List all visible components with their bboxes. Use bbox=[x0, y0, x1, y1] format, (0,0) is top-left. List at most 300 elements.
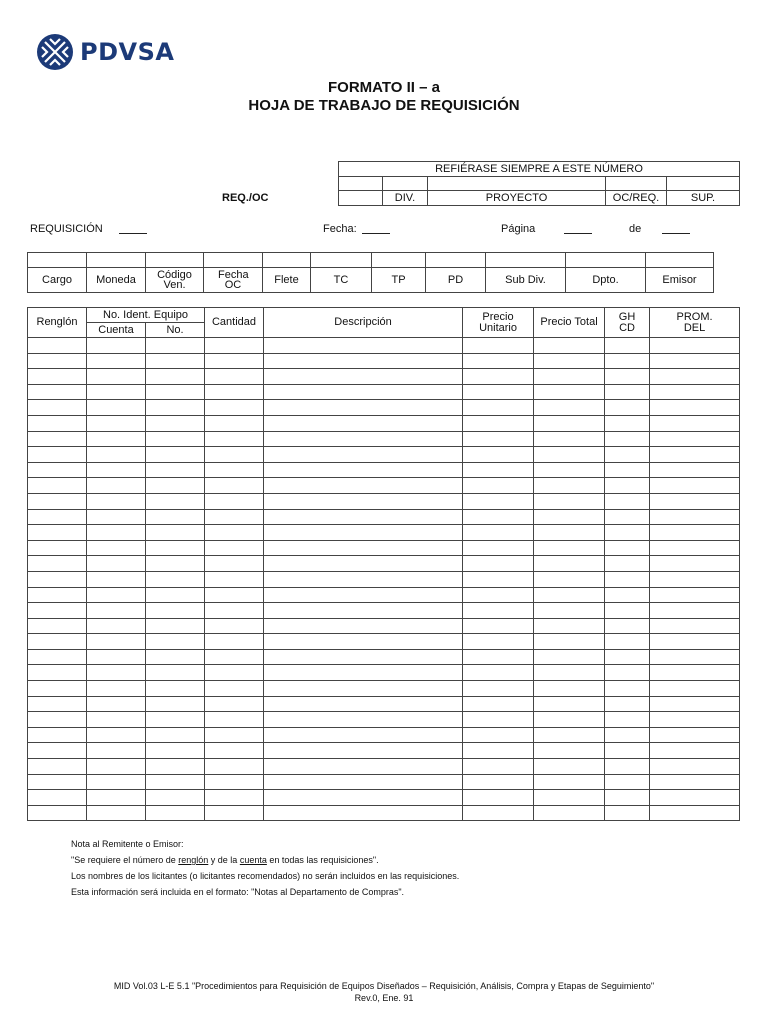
descripcion-cell[interactable] bbox=[264, 681, 463, 697]
cantidad-cell[interactable] bbox=[205, 696, 264, 712]
prom-del-cell[interactable] bbox=[650, 774, 740, 790]
no-cell[interactable] bbox=[146, 509, 205, 525]
precio-total-cell[interactable] bbox=[534, 509, 605, 525]
precio-total-cell[interactable] bbox=[534, 743, 605, 759]
prom-del-cell[interactable] bbox=[650, 447, 740, 463]
renglon-cell[interactable] bbox=[28, 571, 87, 587]
gh-cd-cell[interactable] bbox=[605, 400, 650, 416]
prom-del-cell[interactable] bbox=[650, 369, 740, 385]
cantidad-cell[interactable] bbox=[205, 431, 264, 447]
no-cell[interactable] bbox=[146, 649, 205, 665]
cantidad-cell[interactable] bbox=[205, 415, 264, 431]
gh-cd-cell[interactable] bbox=[605, 743, 650, 759]
gh-cd-cell[interactable] bbox=[605, 493, 650, 509]
no-cell[interactable] bbox=[146, 338, 205, 354]
renglon-cell[interactable] bbox=[28, 384, 87, 400]
renglon-cell[interactable] bbox=[28, 338, 87, 354]
gh-cd-cell[interactable] bbox=[605, 462, 650, 478]
gh-cd-cell[interactable] bbox=[605, 774, 650, 790]
precio-unitario-cell[interactable] bbox=[463, 571, 534, 587]
cantidad-cell[interactable] bbox=[205, 462, 264, 478]
descripcion-cell[interactable] bbox=[264, 696, 463, 712]
precio-total-cell[interactable] bbox=[534, 447, 605, 463]
renglon-cell[interactable] bbox=[28, 743, 87, 759]
cuenta-cell[interactable] bbox=[87, 681, 146, 697]
descripcion-cell[interactable] bbox=[264, 727, 463, 743]
precio-unitario-cell[interactable] bbox=[463, 618, 534, 634]
precio-total-cell[interactable] bbox=[534, 634, 605, 650]
precio-unitario-cell[interactable] bbox=[463, 759, 534, 775]
prom-del-cell[interactable] bbox=[650, 696, 740, 712]
cantidad-cell[interactable] bbox=[205, 525, 264, 541]
renglon-cell[interactable] bbox=[28, 759, 87, 775]
renglon-cell[interactable] bbox=[28, 431, 87, 447]
no-cell[interactable] bbox=[146, 384, 205, 400]
gh-cd-cell[interactable] bbox=[605, 681, 650, 697]
renglon-cell[interactable] bbox=[28, 400, 87, 416]
dpto-input[interactable] bbox=[566, 253, 646, 268]
renglon-cell[interactable] bbox=[28, 509, 87, 525]
gh-cd-cell[interactable] bbox=[605, 587, 650, 603]
precio-total-cell[interactable] bbox=[534, 618, 605, 634]
precio-unitario-cell[interactable] bbox=[463, 603, 534, 619]
descripcion-cell[interactable] bbox=[264, 587, 463, 603]
descripcion-cell[interactable] bbox=[264, 665, 463, 681]
cantidad-cell[interactable] bbox=[205, 727, 264, 743]
cantidad-cell[interactable] bbox=[205, 353, 264, 369]
precio-total-cell[interactable] bbox=[534, 369, 605, 385]
descripcion-cell[interactable] bbox=[264, 556, 463, 572]
prom-del-cell[interactable] bbox=[650, 790, 740, 806]
precio-unitario-cell[interactable] bbox=[463, 400, 534, 416]
renglon-cell[interactable] bbox=[28, 712, 87, 728]
cuenta-cell[interactable] bbox=[87, 369, 146, 385]
no-cell[interactable] bbox=[146, 743, 205, 759]
renglon-cell[interactable] bbox=[28, 634, 87, 650]
descripcion-cell[interactable] bbox=[264, 384, 463, 400]
prom-del-cell[interactable] bbox=[650, 353, 740, 369]
no-cell[interactable] bbox=[146, 556, 205, 572]
cantidad-cell[interactable] bbox=[205, 618, 264, 634]
pd-input[interactable] bbox=[426, 253, 486, 268]
prom-del-cell[interactable] bbox=[650, 649, 740, 665]
precio-unitario-cell[interactable] bbox=[463, 384, 534, 400]
gh-cd-cell[interactable] bbox=[605, 447, 650, 463]
descripcion-cell[interactable] bbox=[264, 338, 463, 354]
prom-del-cell[interactable] bbox=[650, 400, 740, 416]
precio-total-cell[interactable] bbox=[534, 415, 605, 431]
precio-total-cell[interactable] bbox=[534, 665, 605, 681]
ref-input-cell[interactable] bbox=[339, 177, 383, 191]
renglon-cell[interactable] bbox=[28, 369, 87, 385]
cuenta-cell[interactable] bbox=[87, 431, 146, 447]
cantidad-cell[interactable] bbox=[205, 447, 264, 463]
no-cell[interactable] bbox=[146, 759, 205, 775]
gh-cd-cell[interactable] bbox=[605, 384, 650, 400]
sup-input[interactable] bbox=[667, 177, 740, 191]
pagina-field[interactable] bbox=[564, 224, 592, 234]
prom-del-cell[interactable] bbox=[650, 603, 740, 619]
cuenta-cell[interactable] bbox=[87, 696, 146, 712]
precio-unitario-cell[interactable] bbox=[463, 478, 534, 494]
cantidad-cell[interactable] bbox=[205, 790, 264, 806]
precio-total-cell[interactable] bbox=[534, 525, 605, 541]
no-cell[interactable] bbox=[146, 712, 205, 728]
prom-del-cell[interactable] bbox=[650, 805, 740, 821]
descripcion-cell[interactable] bbox=[264, 478, 463, 494]
cuenta-cell[interactable] bbox=[87, 384, 146, 400]
precio-unitario-cell[interactable] bbox=[463, 431, 534, 447]
cuenta-cell[interactable] bbox=[87, 743, 146, 759]
precio-total-cell[interactable] bbox=[534, 649, 605, 665]
precio-unitario-cell[interactable] bbox=[463, 665, 534, 681]
prom-del-cell[interactable] bbox=[650, 634, 740, 650]
precio-unitario-cell[interactable] bbox=[463, 790, 534, 806]
renglon-cell[interactable] bbox=[28, 727, 87, 743]
precio-total-cell[interactable] bbox=[534, 384, 605, 400]
descripcion-cell[interactable] bbox=[264, 634, 463, 650]
gh-cd-cell[interactable] bbox=[605, 338, 650, 354]
precio-unitario-cell[interactable] bbox=[463, 587, 534, 603]
prom-del-cell[interactable] bbox=[650, 415, 740, 431]
precio-total-cell[interactable] bbox=[534, 353, 605, 369]
cantidad-cell[interactable] bbox=[205, 665, 264, 681]
tc-input[interactable] bbox=[311, 253, 372, 268]
prom-del-cell[interactable] bbox=[650, 431, 740, 447]
no-cell[interactable] bbox=[146, 681, 205, 697]
no-cell[interactable] bbox=[146, 493, 205, 509]
renglon-cell[interactable] bbox=[28, 556, 87, 572]
gh-cd-cell[interactable] bbox=[605, 556, 650, 572]
cuenta-cell[interactable] bbox=[87, 774, 146, 790]
precio-unitario-cell[interactable] bbox=[463, 525, 534, 541]
precio-unitario-cell[interactable] bbox=[463, 447, 534, 463]
precio-unitario-cell[interactable] bbox=[463, 369, 534, 385]
precio-unitario-cell[interactable] bbox=[463, 509, 534, 525]
precio-total-cell[interactable] bbox=[534, 681, 605, 697]
cuenta-cell[interactable] bbox=[87, 493, 146, 509]
cuenta-cell[interactable] bbox=[87, 618, 146, 634]
no-cell[interactable] bbox=[146, 634, 205, 650]
gh-cd-cell[interactable] bbox=[605, 540, 650, 556]
descripcion-cell[interactable] bbox=[264, 712, 463, 728]
cuenta-cell[interactable] bbox=[87, 790, 146, 806]
cantidad-cell[interactable] bbox=[205, 774, 264, 790]
prom-del-cell[interactable] bbox=[650, 618, 740, 634]
renglon-cell[interactable] bbox=[28, 478, 87, 494]
gh-cd-cell[interactable] bbox=[605, 603, 650, 619]
descripcion-cell[interactable] bbox=[264, 493, 463, 509]
cantidad-cell[interactable] bbox=[205, 509, 264, 525]
no-cell[interactable] bbox=[146, 462, 205, 478]
precio-unitario-cell[interactable] bbox=[463, 743, 534, 759]
no-cell[interactable] bbox=[146, 478, 205, 494]
renglon-cell[interactable] bbox=[28, 525, 87, 541]
cuenta-cell[interactable] bbox=[87, 525, 146, 541]
prom-del-cell[interactable] bbox=[650, 571, 740, 587]
proyecto-input[interactable] bbox=[428, 177, 606, 191]
precio-total-cell[interactable] bbox=[534, 696, 605, 712]
precio-unitario-cell[interactable] bbox=[463, 338, 534, 354]
no-cell[interactable] bbox=[146, 400, 205, 416]
cuenta-cell[interactable] bbox=[87, 665, 146, 681]
precio-unitario-cell[interactable] bbox=[463, 649, 534, 665]
cuenta-cell[interactable] bbox=[87, 587, 146, 603]
no-cell[interactable] bbox=[146, 805, 205, 821]
cuenta-cell[interactable] bbox=[87, 727, 146, 743]
no-cell[interactable] bbox=[146, 431, 205, 447]
cuenta-cell[interactable] bbox=[87, 571, 146, 587]
precio-total-cell[interactable] bbox=[534, 462, 605, 478]
renglon-cell[interactable] bbox=[28, 353, 87, 369]
gh-cd-cell[interactable] bbox=[605, 509, 650, 525]
renglon-cell[interactable] bbox=[28, 774, 87, 790]
gh-cd-cell[interactable] bbox=[605, 369, 650, 385]
precio-total-cell[interactable] bbox=[534, 727, 605, 743]
no-cell[interactable] bbox=[146, 727, 205, 743]
descripcion-cell[interactable] bbox=[264, 525, 463, 541]
cuenta-cell[interactable] bbox=[87, 447, 146, 463]
precio-unitario-cell[interactable] bbox=[463, 774, 534, 790]
no-cell[interactable] bbox=[146, 525, 205, 541]
precio-unitario-cell[interactable] bbox=[463, 805, 534, 821]
renglon-cell[interactable] bbox=[28, 665, 87, 681]
cuenta-cell[interactable] bbox=[87, 649, 146, 665]
no-cell[interactable] bbox=[146, 353, 205, 369]
precio-total-cell[interactable] bbox=[534, 540, 605, 556]
cantidad-cell[interactable] bbox=[205, 384, 264, 400]
precio-unitario-cell[interactable] bbox=[463, 462, 534, 478]
de-field[interactable] bbox=[662, 224, 690, 234]
no-cell[interactable] bbox=[146, 587, 205, 603]
renglon-cell[interactable] bbox=[28, 790, 87, 806]
gh-cd-cell[interactable] bbox=[605, 478, 650, 494]
no-cell[interactable] bbox=[146, 774, 205, 790]
fecha-field[interactable] bbox=[362, 224, 390, 234]
gh-cd-cell[interactable] bbox=[605, 634, 650, 650]
precio-unitario-cell[interactable] bbox=[463, 696, 534, 712]
cuenta-cell[interactable] bbox=[87, 338, 146, 354]
cuenta-cell[interactable] bbox=[87, 509, 146, 525]
cuenta-cell[interactable] bbox=[87, 353, 146, 369]
fecha-oc-input[interactable] bbox=[204, 253, 263, 268]
cantidad-cell[interactable] bbox=[205, 587, 264, 603]
descripcion-cell[interactable] bbox=[264, 805, 463, 821]
gh-cd-cell[interactable] bbox=[605, 353, 650, 369]
precio-total-cell[interactable] bbox=[534, 431, 605, 447]
descripcion-cell[interactable] bbox=[264, 790, 463, 806]
no-cell[interactable] bbox=[146, 665, 205, 681]
descripcion-cell[interactable] bbox=[264, 618, 463, 634]
precio-total-cell[interactable] bbox=[534, 556, 605, 572]
cantidad-cell[interactable] bbox=[205, 759, 264, 775]
no-cell[interactable] bbox=[146, 696, 205, 712]
precio-unitario-cell[interactable] bbox=[463, 556, 534, 572]
notes-line-3: Esta información será incluida en el formato: "Notas al Departamento de Compras". bbox=[71, 887, 405, 897]
descripcion-cell[interactable] bbox=[264, 509, 463, 525]
gh-cd-cell[interactable] bbox=[605, 727, 650, 743]
precio-total-cell[interactable] bbox=[534, 603, 605, 619]
descripcion-cell[interactable] bbox=[264, 649, 463, 665]
no-cell[interactable] bbox=[146, 603, 205, 619]
moneda-input[interactable] bbox=[87, 253, 146, 268]
cuenta-cell[interactable] bbox=[87, 556, 146, 572]
cantidad-cell[interactable] bbox=[205, 369, 264, 385]
renglon-cell[interactable] bbox=[28, 618, 87, 634]
precio-total-cell[interactable] bbox=[534, 478, 605, 494]
prom-del-cell[interactable] bbox=[650, 478, 740, 494]
no-cell[interactable] bbox=[146, 540, 205, 556]
cantidad-cell[interactable] bbox=[205, 571, 264, 587]
prom-del-cell[interactable] bbox=[650, 493, 740, 509]
descripcion-cell[interactable] bbox=[264, 447, 463, 463]
prom-del-cell[interactable] bbox=[650, 509, 740, 525]
cantidad-cell[interactable] bbox=[205, 338, 264, 354]
renglon-cell[interactable] bbox=[28, 540, 87, 556]
cuenta-cell[interactable] bbox=[87, 400, 146, 416]
gh-cd-cell[interactable] bbox=[605, 571, 650, 587]
gh-cd-cell[interactable] bbox=[605, 805, 650, 821]
sub-div-input[interactable] bbox=[486, 253, 566, 268]
cantidad-cell[interactable] bbox=[205, 556, 264, 572]
prom-del-cell[interactable] bbox=[650, 587, 740, 603]
prom-del-cell[interactable] bbox=[650, 540, 740, 556]
cantidad-cell[interactable] bbox=[205, 743, 264, 759]
prom-del-cell[interactable] bbox=[650, 525, 740, 541]
no-cell[interactable] bbox=[146, 571, 205, 587]
precio-total-cell[interactable] bbox=[534, 493, 605, 509]
cantidad-cell[interactable] bbox=[205, 603, 264, 619]
prom-del-cell[interactable] bbox=[650, 743, 740, 759]
cuenta-cell[interactable] bbox=[87, 462, 146, 478]
cantidad-cell[interactable] bbox=[205, 478, 264, 494]
renglon-cell[interactable] bbox=[28, 493, 87, 509]
precio-unitario-cell[interactable] bbox=[463, 540, 534, 556]
precio-total-cell[interactable] bbox=[534, 805, 605, 821]
cantidad-cell[interactable] bbox=[205, 493, 264, 509]
cuenta-cell[interactable] bbox=[87, 478, 146, 494]
descripcion-cell[interactable] bbox=[264, 353, 463, 369]
descripcion-cell[interactable] bbox=[264, 743, 463, 759]
precio-unitario-cell[interactable] bbox=[463, 727, 534, 743]
cantidad-cell[interactable] bbox=[205, 681, 264, 697]
renglon-cell[interactable] bbox=[28, 696, 87, 712]
descripcion-cell[interactable] bbox=[264, 571, 463, 587]
no-cell[interactable] bbox=[146, 790, 205, 806]
cantidad-cell[interactable] bbox=[205, 649, 264, 665]
requisicion-field[interactable] bbox=[119, 224, 147, 234]
gh-cd-cell[interactable] bbox=[605, 525, 650, 541]
prom-del-cell[interactable] bbox=[650, 712, 740, 728]
oc-req-input[interactable] bbox=[606, 177, 667, 191]
precio-total-cell[interactable] bbox=[534, 759, 605, 775]
gh-cd-cell[interactable] bbox=[605, 712, 650, 728]
cuenta-cell[interactable] bbox=[87, 805, 146, 821]
renglon-cell[interactable] bbox=[28, 681, 87, 697]
descripcion-cell[interactable] bbox=[264, 415, 463, 431]
precio-unitario-cell[interactable] bbox=[463, 415, 534, 431]
prom-del-cell[interactable] bbox=[650, 384, 740, 400]
no-cell[interactable] bbox=[146, 618, 205, 634]
renglon-cell[interactable] bbox=[28, 603, 87, 619]
gh-cd-cell[interactable] bbox=[605, 665, 650, 681]
cuenta-cell[interactable] bbox=[87, 712, 146, 728]
descripcion-cell[interactable] bbox=[264, 369, 463, 385]
descripcion-cell[interactable] bbox=[264, 759, 463, 775]
renglon-cell[interactable] bbox=[28, 649, 87, 665]
descripcion-cell[interactable] bbox=[264, 462, 463, 478]
precio-total-cell[interactable] bbox=[534, 712, 605, 728]
gh-cd-cell[interactable] bbox=[605, 431, 650, 447]
prom-del-cell[interactable] bbox=[650, 338, 740, 354]
tp-input[interactable] bbox=[372, 253, 426, 268]
gh-cd-cell[interactable] bbox=[605, 415, 650, 431]
div-input[interactable] bbox=[383, 177, 428, 191]
gh-cd-cell[interactable] bbox=[605, 618, 650, 634]
gh-cd-cell[interactable] bbox=[605, 649, 650, 665]
cantidad-cell[interactable] bbox=[205, 634, 264, 650]
cantidad-cell[interactable] bbox=[205, 712, 264, 728]
precio-total-cell[interactable] bbox=[534, 338, 605, 354]
renglon-cell[interactable] bbox=[28, 462, 87, 478]
descripcion-cell[interactable] bbox=[264, 431, 463, 447]
prom-del-cell[interactable] bbox=[650, 727, 740, 743]
emisor-input[interactable] bbox=[646, 253, 714, 268]
cantidad-cell[interactable] bbox=[205, 805, 264, 821]
cuenta-cell[interactable] bbox=[87, 603, 146, 619]
no-cell[interactable] bbox=[146, 447, 205, 463]
descripcion-cell[interactable] bbox=[264, 400, 463, 416]
no-cell[interactable] bbox=[146, 369, 205, 385]
precio-total-cell[interactable] bbox=[534, 571, 605, 587]
renglon-cell[interactable] bbox=[28, 415, 87, 431]
prom-del-cell[interactable] bbox=[650, 556, 740, 572]
precio-total-cell[interactable] bbox=[534, 400, 605, 416]
gh-cd-cell[interactable] bbox=[605, 696, 650, 712]
precio-total-cell[interactable] bbox=[534, 587, 605, 603]
precio-unitario-cell[interactable] bbox=[463, 712, 534, 728]
flete-input[interactable] bbox=[263, 253, 311, 268]
cuenta-cell[interactable] bbox=[87, 634, 146, 650]
precio-unitario-cell[interactable] bbox=[463, 634, 534, 650]
codigo-ven-input[interactable] bbox=[146, 253, 204, 268]
precio-total-cell[interactable] bbox=[534, 774, 605, 790]
renglon-cell[interactable] bbox=[28, 805, 87, 821]
prom-del-cell[interactable] bbox=[650, 665, 740, 681]
descripcion-cell[interactable] bbox=[264, 540, 463, 556]
cargo-input[interactable] bbox=[28, 253, 87, 268]
renglon-cell[interactable] bbox=[28, 447, 87, 463]
precio-unitario-cell[interactable] bbox=[463, 353, 534, 369]
prom-del-cell[interactable] bbox=[650, 462, 740, 478]
descripcion-cell[interactable] bbox=[264, 603, 463, 619]
precio-unitario-cell[interactable] bbox=[463, 493, 534, 509]
prom-del-cell[interactable] bbox=[650, 759, 740, 775]
gh-cd-cell[interactable] bbox=[605, 759, 650, 775]
cantidad-cell[interactable] bbox=[205, 540, 264, 556]
cuenta-cell[interactable] bbox=[87, 415, 146, 431]
prom-del-cell[interactable] bbox=[650, 681, 740, 697]
gh-cd-cell[interactable] bbox=[605, 790, 650, 806]
no-cell[interactable] bbox=[146, 415, 205, 431]
descripcion-cell[interactable] bbox=[264, 774, 463, 790]
cuenta-cell[interactable] bbox=[87, 759, 146, 775]
cantidad-cell[interactable] bbox=[205, 400, 264, 416]
precio-unitario-cell[interactable] bbox=[463, 681, 534, 697]
cuenta-cell[interactable] bbox=[87, 540, 146, 556]
precio-total-cell[interactable] bbox=[534, 790, 605, 806]
renglon-cell[interactable] bbox=[28, 587, 87, 603]
